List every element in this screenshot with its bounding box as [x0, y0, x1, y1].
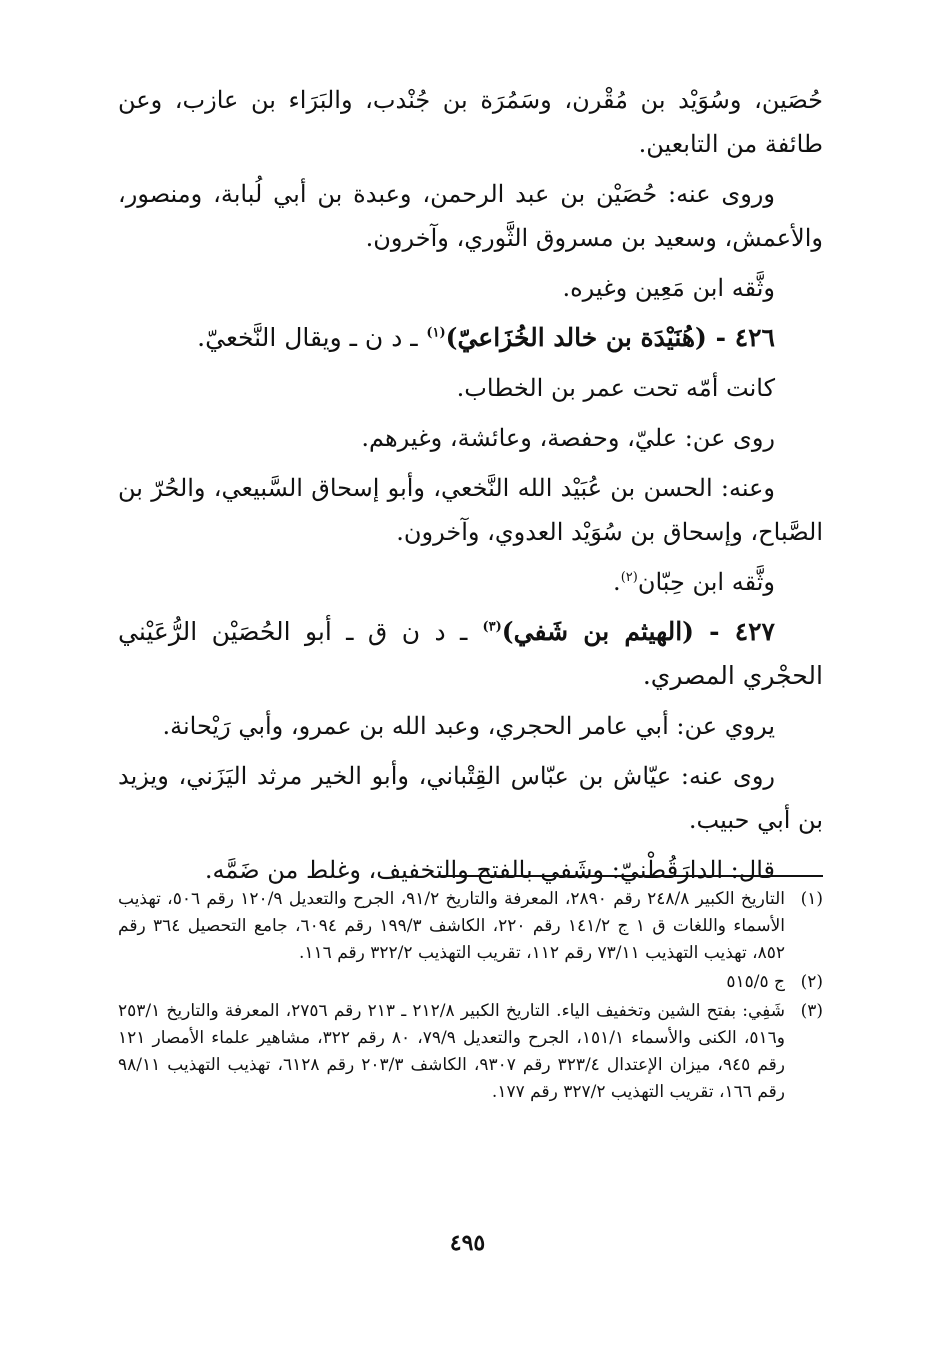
- footnote-text: شَفِي: بفتح الشين وتخفيف الياء. التاريخ الكبير ٢١٢/٨ ـ ٢١٣ رقم ٢٧٥٦، المعرفة والتاريخ ٢٥٣/١ و٥١٦، الكنى والأسماء ١٥١/١، الجرح والتعديل ٧٩/٩، ٨٠ رقم ٣٢٢، مشاهير علماء الأمصار ١٢١ رقم ٩٤٥، ميزان الإعتدال ٣٢٣/٤ رقم ٩٣٠٧، الكاشف ٢٠٣/٣ رقم ٦١٢٨، تهذيب التهذيب ٩٨/١١ رقم ١٦٦، تقريب التهذيب ٣٢٧/٢ رقم ١٧٧.: [118, 1001, 785, 1102]
- paragraph: [118, 366, 823, 410]
- main-text: [118, 78, 823, 892]
- footnote-number: (١): [800, 889, 823, 909]
- paragraph-text: قال: الدارَقُطْنيّ: وشَفي بالفتح والتخفيف، وغلط من ضَمَّه.: [204, 856, 775, 884]
- footnote-marker: (١): [426, 325, 446, 341]
- entry-heading-426: [118, 316, 823, 360]
- paragraph: [118, 78, 823, 166]
- page-number: ٤٩٥: [449, 1230, 486, 1256]
- paragraph-text: وروى عنه: حُصَيْن بن عبد الرحمن، وعبدة بن أبي لُبابة، ومنصور، والأعمش، وسعيد بن مسروق الثَّوري، وآخرون.: [118, 180, 823, 252]
- paragraph: [118, 754, 823, 842]
- entry-heading-427: [118, 610, 823, 698]
- footnote-separator: [441, 875, 823, 877]
- paragraph-text: كانت أمّه تحت عمر بن الخطاب.: [456, 374, 775, 402]
- paragraph: [118, 416, 823, 460]
- footnote-text: التاريخ الكبير ٢٤٨/٨ رقم ٢٨٩٠، المعرفة والتاريخ ٩١/٢، الجرح والتعديل ١٢٠/٩ رقم ٥٠٦، تهذيب الأسماء واللغات ق ١ ج ١٤١/٢ رقم ٢٢٠، الكاشف ١٩٩/٣ رقم ٦٠٩٤، جامع التحصيل ٣٦٤ رقم ٨٥٢، تهذيب التهذيب ٧٣/١١ رقم ١١٢، تقريب التهذيب ٣٢٢/٢ رقم ١١٦.: [118, 889, 786, 963]
- paragraph-text: روى عن: عليّ، وحفصة، وعائشة، وغيرهم.: [361, 424, 775, 452]
- paragraph: [118, 266, 823, 310]
- paragraph-text: وثَّقه ابن مَعِين وغيره.: [562, 274, 775, 302]
- footnote-number: (٢): [800, 972, 823, 992]
- paragraph-text: حُصَين، وسُوَيْد بن مُقْرن، وسَمُرَة بن جُنْدب، والبَرَاء بن عازب، وعن طائفة من التابعين.: [118, 86, 823, 158]
- paragraph: [118, 466, 823, 554]
- footnote: [118, 886, 823, 967]
- footnote-text: ج ٥١٥/٥: [726, 972, 785, 992]
- footnote: [118, 998, 823, 1106]
- paragraph: [118, 704, 823, 748]
- footnote: [118, 969, 823, 996]
- paragraph-end: .: [613, 568, 621, 596]
- entry-tail: ـ د ن ق ـ أبو الحُصَيْن الرُّعَيْني الحجْري المصري.: [118, 617, 823, 690]
- footnotes: [118, 886, 823, 1106]
- entry-name: (الهيثم بن شَفي): [501, 617, 694, 646]
- entry-dash: -: [706, 323, 726, 352]
- paragraph-text: يروي عن: أبي عامر الحجري، وعبد الله بن عمرو، وأبي رَيْحانة.: [162, 712, 775, 740]
- paragraph-text: روى عنه: عيّاش بن عبّاس القِتْباني، وأبو الخير مرثد اليَزَني، ويزيد بن أبي حبيب.: [118, 762, 823, 834]
- entry-name: (هُنَيْدَة بن خالد الخُزَاعيّ): [445, 323, 707, 352]
- paragraph: [118, 560, 823, 604]
- footnote-number: (٣): [800, 1001, 823, 1021]
- paragraph: [118, 172, 823, 260]
- paragraph-text: وعنه: الحسن بن عُبَيْد الله النَّخعي، وأبو إسحاق السَّبيعي، والحُرّ بن الصَّباح، وإسحاق بن سُوَيْد العدوي، وآخرون.: [118, 474, 823, 546]
- entry-dash: -: [693, 617, 720, 646]
- entry-number: ٤٢٦: [734, 323, 775, 352]
- footnote-marker: (٣): [482, 619, 502, 635]
- footnote-marker: (٢): [620, 570, 638, 585]
- entry-number: ٤٢٧: [734, 617, 775, 646]
- paragraph-text: وثَّقه ابن حِبّان: [637, 568, 775, 596]
- entry-tail: ـ د ن ـ ويقال النَّخعيّ.: [197, 323, 418, 352]
